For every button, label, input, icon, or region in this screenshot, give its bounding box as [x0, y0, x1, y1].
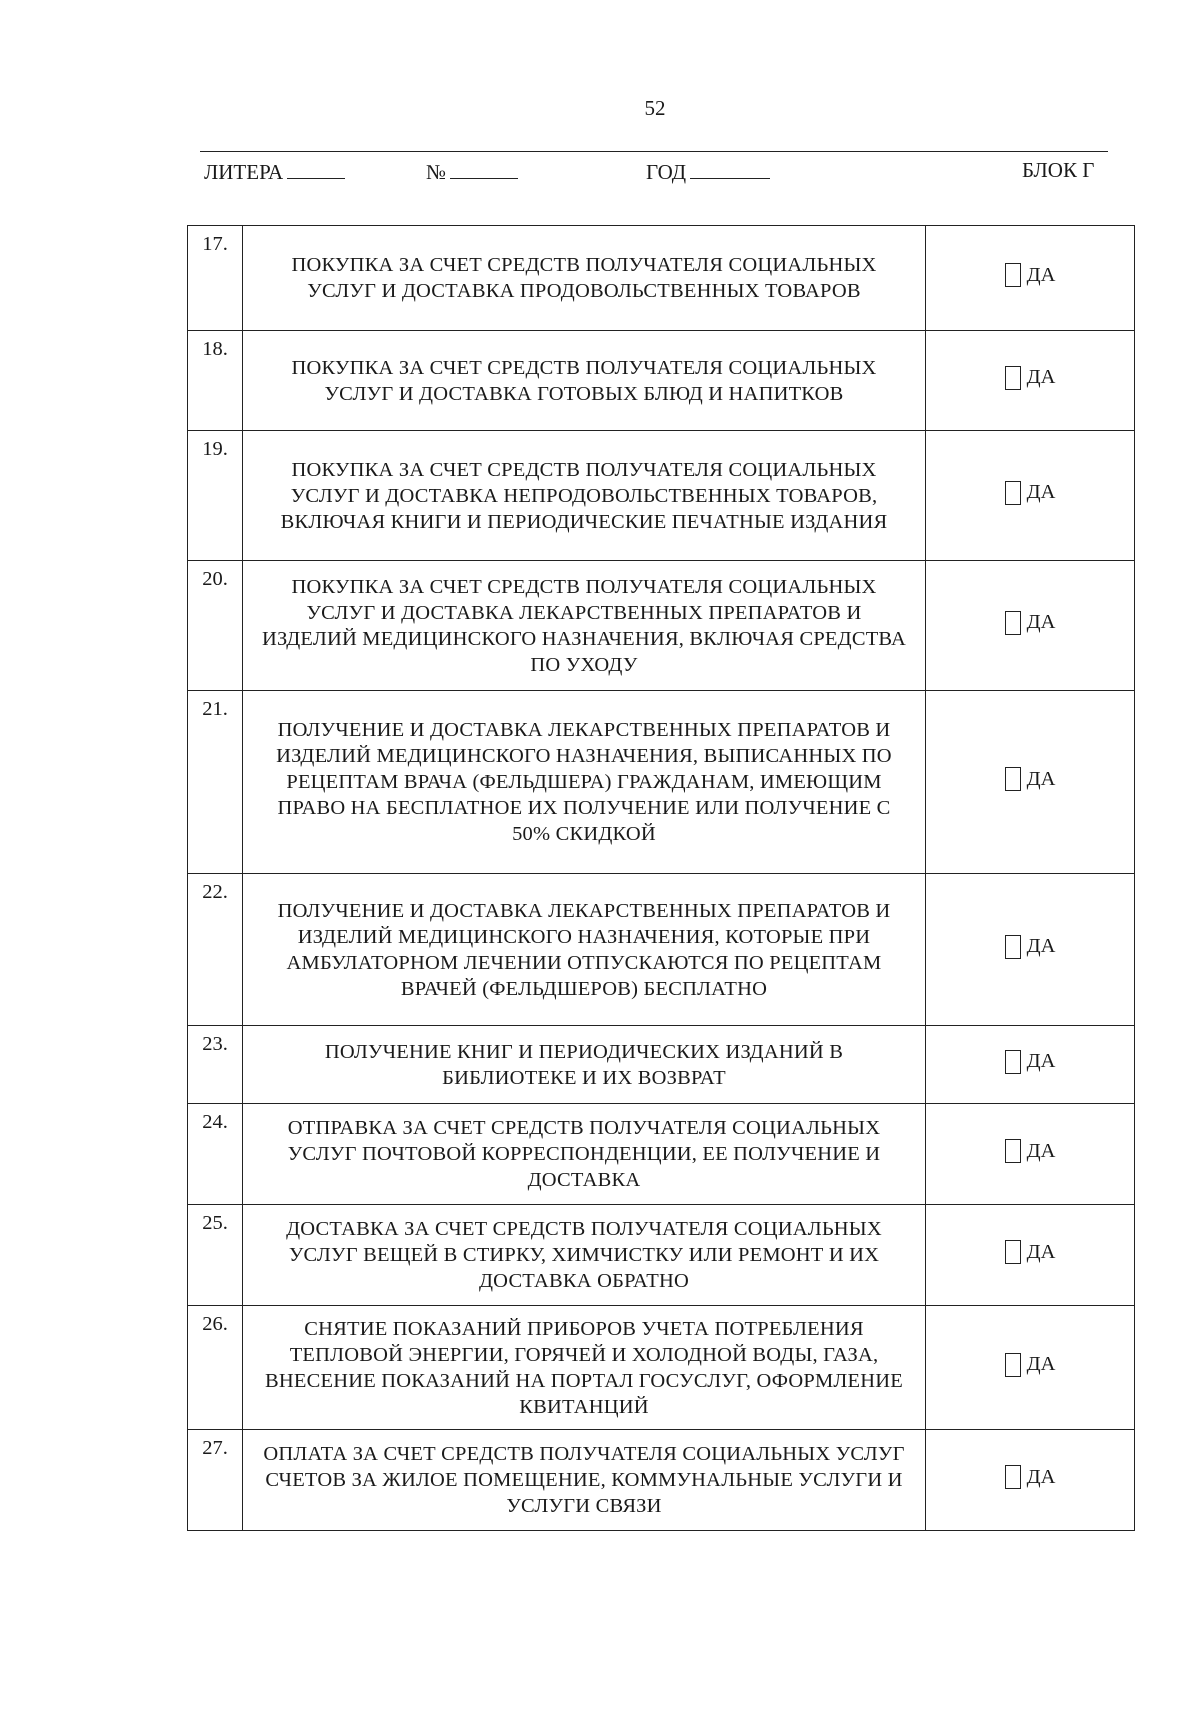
option-cell	[926, 1104, 1135, 1205]
yes-option	[1005, 1353, 1056, 1377]
yes-label: ДА	[1026, 935, 1056, 957]
option-cell	[926, 1306, 1135, 1430]
yes-option	[1005, 263, 1056, 287]
table-row	[188, 874, 1135, 1026]
litera-field	[204, 158, 345, 185]
yes-checkbox[interactable]	[1005, 1353, 1021, 1377]
yes-label: ДА	[1026, 263, 1056, 286]
litera-blank[interactable]	[287, 158, 345, 179]
option-cell	[926, 1430, 1135, 1531]
yes-option	[1005, 1050, 1056, 1074]
yes-label: ДА	[1026, 1240, 1056, 1263]
yes-label: ДА	[1026, 481, 1056, 503]
row-number: 23.	[188, 1026, 243, 1104]
option-cell	[926, 1026, 1135, 1104]
row-number: 25.	[188, 1205, 243, 1306]
page-number: 52	[644, 96, 666, 120]
table-row	[188, 1026, 1135, 1104]
table-row	[188, 1104, 1135, 1205]
yes-option	[1005, 366, 1056, 390]
block-label: БЛОК Г	[1022, 158, 1095, 182]
table-row	[188, 431, 1135, 561]
table-row	[188, 226, 1135, 331]
yes-label: ДА	[1026, 366, 1056, 388]
service-description: ОПЛАТА ЗА СЧЕТ СРЕДСТВ ПОЛУЧАТЕЛЯ СОЦИАЛЬНЫХ УСЛУГ СЧЕТОВ ЗА ЖИЛОЕ ПОМЕЩЕНИЕ, КОММУНАЛЬНЫЕ УСЛУГИ И УСЛУГИ СВЯЗИ	[243, 1430, 926, 1531]
option-cell	[926, 431, 1135, 561]
year-blank[interactable]	[690, 158, 770, 179]
option-cell	[926, 226, 1135, 331]
row-number: 20.	[188, 561, 243, 691]
number-label: №	[426, 160, 447, 184]
yes-option	[1005, 767, 1056, 791]
yes-checkbox[interactable]	[1005, 1050, 1021, 1074]
row-number: 18.	[188, 331, 243, 431]
service-description: ПОКУПКА ЗА СЧЕТ СРЕДСТВ ПОЛУЧАТЕЛЯ СОЦИАЛЬНЫХ УСЛУГ И ДОСТАВКА НЕПРОДОВОЛЬСТВЕННЫХ ТОВАРОВ, ВКЛЮЧАЯ КНИГИ И ПЕРИОДИЧЕСКИЕ ПЕЧАТНЫЕ ИЗДАНИЯ	[243, 431, 926, 561]
service-description: ПОКУПКА ЗА СЧЕТ СРЕДСТВ ПОЛУЧАТЕЛЯ СОЦИАЛЬНЫХ УСЛУГ И ДОСТАВКА ГОТОВЫХ БЛЮД И НАПИТКОВ	[243, 331, 926, 431]
yes-option	[1005, 481, 1056, 505]
row-number: 21.	[188, 691, 243, 874]
table-row	[188, 331, 1135, 431]
table-row	[188, 1205, 1135, 1306]
yes-option	[1005, 1139, 1056, 1163]
yes-checkbox[interactable]	[1005, 366, 1021, 390]
yes-label: ДА	[1026, 1353, 1056, 1375]
yes-checkbox[interactable]	[1005, 1240, 1021, 1264]
option-cell	[926, 561, 1135, 691]
yes-checkbox[interactable]	[1005, 767, 1021, 791]
option-cell	[926, 874, 1135, 1026]
services-table-body	[188, 226, 1135, 1531]
litera-label: ЛИТЕРА	[204, 160, 284, 184]
yes-checkbox[interactable]	[1005, 1139, 1021, 1163]
year-label: ГОД	[646, 160, 687, 184]
form-header	[204, 158, 1104, 192]
table-row	[188, 1306, 1135, 1430]
row-number: 27.	[188, 1430, 243, 1531]
yes-option	[1005, 611, 1056, 635]
yes-checkbox[interactable]	[1005, 935, 1021, 959]
row-number: 24.	[188, 1104, 243, 1205]
header-rule	[200, 151, 1108, 152]
yes-label: ДА	[1026, 611, 1056, 633]
yes-option	[1005, 1465, 1056, 1489]
yes-checkbox[interactable]	[1005, 1465, 1021, 1489]
yes-option	[1005, 935, 1056, 959]
yes-checkbox[interactable]	[1005, 481, 1021, 505]
option-cell	[926, 691, 1135, 874]
service-description: ПОЛУЧЕНИЕ И ДОСТАВКА ЛЕКАРСТВЕННЫХ ПРЕПАРАТОВ И ИЗДЕЛИЙ МЕДИЦИНСКОГО НАЗНАЧЕНИЯ, ВЫПИСАННЫХ ПО РЕЦЕПТАМ ВРАЧА (ФЕЛЬДШЕРА) ГРАЖДАНАМ, ИМЕЮЩИМ ПРАВО НА БЕСПЛАТНОЕ ИХ ПОЛУЧЕНИЕ ИЛИ ПОЛУЧЕНИЕ С 50% СКИДКОЙ	[243, 691, 926, 874]
service-description: ОТПРАВКА ЗА СЧЕТ СРЕДСТВ ПОЛУЧАТЕЛЯ СОЦИАЛЬНЫХ УСЛУГ ПОЧТОВОЙ КОРРЕСПОНДЕНЦИИ, ЕЕ ПОЛУЧЕНИЕ И ДОСТАВКА	[243, 1104, 926, 1205]
option-cell	[926, 1205, 1135, 1306]
service-description: ПОЛУЧЕНИЕ И ДОСТАВКА ЛЕКАРСТВЕННЫХ ПРЕПАРАТОВ И ИЗДЕЛИЙ МЕДИЦИНСКОГО НАЗНАЧЕНИЯ, КОТОРЫЕ ПРИ АМБУЛАТОРНОМ ЛЕЧЕНИИ ОТПУСКАЮТСЯ ПО РЕЦЕПТАМ ВРАЧЕЙ (ФЕЛЬДШЕРОВ) БЕСПЛАТНО	[243, 874, 926, 1026]
row-number: 26.	[188, 1306, 243, 1430]
row-number: 22.	[188, 874, 243, 1026]
yes-label: ДА	[1026, 1465, 1056, 1488]
service-description: ПОКУПКА ЗА СЧЕТ СРЕДСТВ ПОЛУЧАТЕЛЯ СОЦИАЛЬНЫХ УСЛУГ И ДОСТАВКА ЛЕКАРСТВЕННЫХ ПРЕПАРАТОВ И ИЗДЕЛИЙ МЕДИЦИНСКОГО НАЗНАЧЕНИЯ, ВКЛЮЧАЯ СРЕДСТВА ПО УХОДУ	[243, 561, 926, 691]
number-field	[426, 158, 518, 185]
yes-label: ДА	[1026, 767, 1056, 790]
yes-label: ДА	[1026, 1050, 1056, 1072]
year-field	[646, 158, 770, 185]
table-row	[188, 691, 1135, 874]
row-number: 19.	[188, 431, 243, 561]
option-cell	[926, 331, 1135, 431]
services-table	[187, 225, 1135, 1531]
table-row	[188, 1430, 1135, 1531]
yes-label: ДА	[1026, 1139, 1056, 1162]
number-blank[interactable]	[450, 158, 518, 179]
yes-checkbox[interactable]	[1005, 611, 1021, 635]
service-description: ДОСТАВКА ЗА СЧЕТ СРЕДСТВ ПОЛУЧАТЕЛЯ СОЦИАЛЬНЫХ УСЛУГ ВЕЩЕЙ В СТИРКУ, ХИМЧИСТКУ ИЛИ РЕМОНТ И ИХ ДОСТАВКА ОБРАТНО	[243, 1205, 926, 1306]
service-description: СНЯТИЕ ПОКАЗАНИЙ ПРИБОРОВ УЧЕТА ПОТРЕБЛЕНИЯ ТЕПЛОВОЙ ЭНЕРГИИ, ГОРЯЧЕЙ И ХОЛОДНОЙ ВОДЫ, ГАЗА, ВНЕСЕНИЕ ПОКАЗАНИЙ НА ПОРТАЛ ГОСУСЛУГ, ОФОРМЛЕНИЕ КВИТАНЦИЙ	[243, 1306, 926, 1430]
table-row	[188, 561, 1135, 691]
service-description: ПОКУПКА ЗА СЧЕТ СРЕДСТВ ПОЛУЧАТЕЛЯ СОЦИАЛЬНЫХ УСЛУГ И ДОСТАВКА ПРОДОВОЛЬСТВЕННЫХ ТОВАРОВ	[243, 226, 926, 331]
row-number: 17.	[188, 226, 243, 331]
service-description: ПОЛУЧЕНИЕ КНИГ И ПЕРИОДИЧЕСКИХ ИЗДАНИЙ В БИБЛИОТЕКЕ И ИХ ВОЗВРАТ	[243, 1026, 926, 1104]
yes-option	[1005, 1240, 1056, 1264]
yes-checkbox[interactable]	[1005, 263, 1021, 287]
